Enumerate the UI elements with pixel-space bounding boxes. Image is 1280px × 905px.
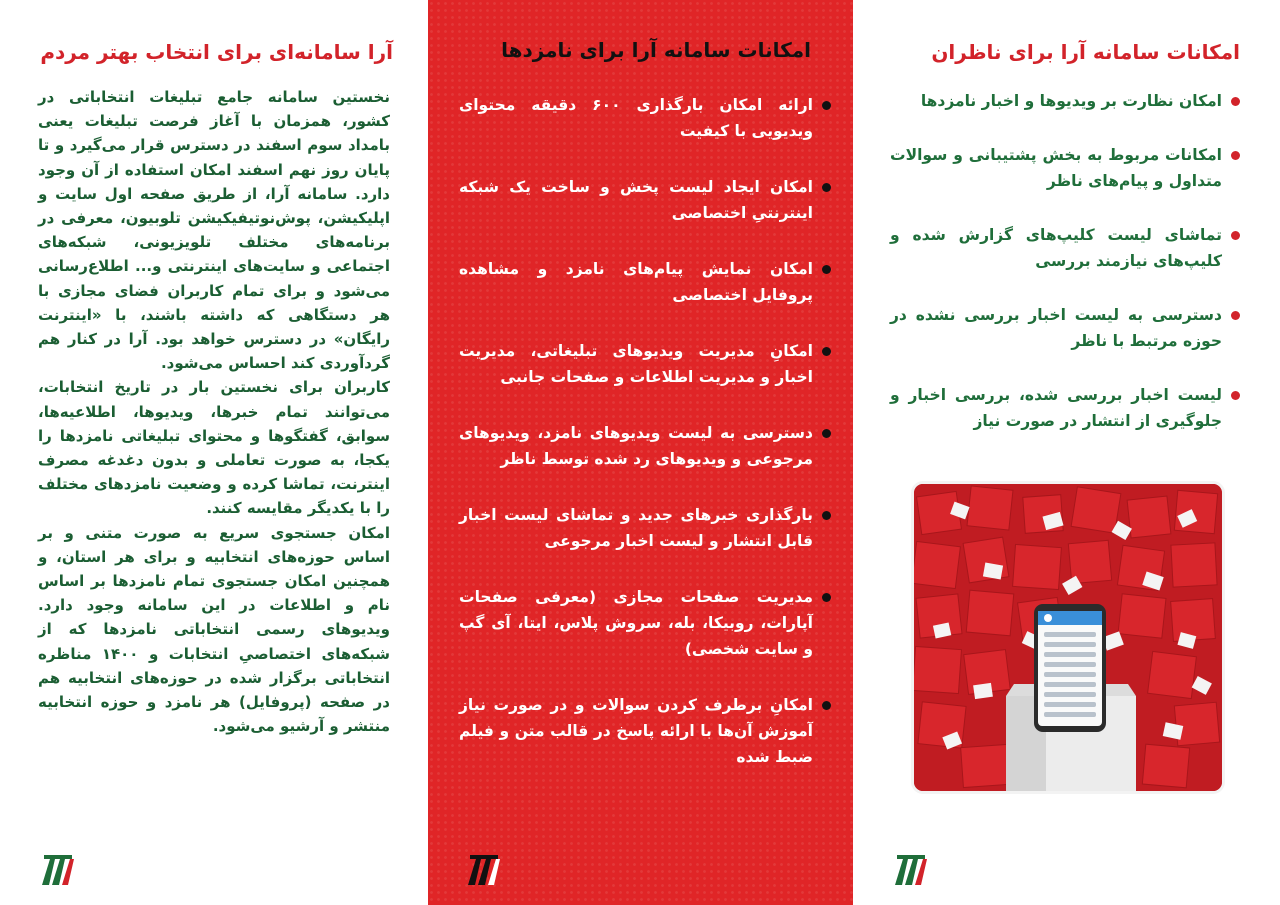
list-item: امکان ایجاد لیست پخش و ساخت یک شبکه اینترنتیِ اختصاصی xyxy=(459,174,831,226)
list-item: تماشای لیست کلیپ‌های گزارش شده و کلیپ‌های نیازمند بررسی xyxy=(890,222,1240,274)
paragraph: نخستین سامانه جامع تبلیغات انتخاباتی در کشور، همزمان با آغاز فرصت تبلیغات یعنی بامداد سوم اسفند در دسترس قرار می‌گیرد و تا پایان روز نهم اسفند امکان استفاده از آن وجود دارد. سامانه آرا، از طریق صفحه اول سایت و اپلیکیشن، پوش‌نوتیفیکیشن تلوبیون، معرفی در برنامه‌های مختلف تلویزیونی، شبکه‌های اجتماعی و سایت‌های اینترنتی و... اطلاع‌رسانی می‌شود و برای تمام کاربران فضای مجازی با هر دستگاهی که داشته باشند، با «اینترنت رایگان» در دسترس خواهد بود. آرا در کنار هم گردآوردی کند احساس می‌شود. xyxy=(38,88,390,373)
list-item: امکان نظارت بر ویدیوها و اخبار نامزدها xyxy=(890,88,1240,114)
list-item: دسترسی به لیست ویدیوهای نامزد، ویدیوهای مرجوعی و ویدیوهای رد شده توسط ناظر xyxy=(459,420,831,472)
about-panel xyxy=(0,0,425,905)
candidates-feature-list xyxy=(459,92,831,800)
about-text xyxy=(38,85,390,738)
bullet-dot-icon xyxy=(1231,151,1240,160)
ballot-box-artwork xyxy=(914,484,1222,791)
ara-logo-icon xyxy=(40,853,74,887)
bullet-dot-icon xyxy=(822,429,831,438)
list-item: دسترسی به لیست اخبار بررسی نشده در حوزه مرتبط با ناظر xyxy=(890,302,1240,354)
bullet-dot-icon xyxy=(1231,97,1240,106)
bullet-dot-icon xyxy=(822,183,831,192)
bullet-dot-icon xyxy=(1231,231,1240,240)
bullet-dot-icon xyxy=(822,511,831,520)
candidates-panel xyxy=(428,0,853,905)
candidates-title: امکانات سامانه آرا برای نامزدها xyxy=(501,38,811,62)
list-item: مدیریت صفحات مجازی (معرفی صفحات آپارات، روبیکا، بله، سروش پلاس، ایتا، آی گپ و سایت شخصی) xyxy=(459,584,831,662)
list-item: لیست اخبار بررسی شده، بررسی اخبار و جلوگیری از انتشار در صورت نیاز xyxy=(890,382,1240,434)
observers-title: امکانات سامانه آرا برای ناظران xyxy=(931,40,1240,64)
list-item: امکانِ مدیریت ویدیوهای تبلیغاتی، مدیریت اخبار و مدیریت اطلاعات و صفحات جانبی xyxy=(459,338,831,390)
bullet-dot-icon xyxy=(822,265,831,274)
list-item: امکانات مربوط به بخش پشتیبانی و سوالات متداول و پیام‌های ناظر xyxy=(890,142,1240,194)
bullet-dot-icon xyxy=(822,593,831,602)
paragraph: کاربران برای نخستین بار در تاریخ انتخابات، می‌توانند تمام خبرها، ویدیوها، اطلاعیه‌ها، سوابق، گفتگوها و محتوای تبلیغاتی نامزدها را یکجا، به صورت تعاملی و بدون دغدغه مصرف اینترنت، تماشا کرده و وضعیت نامزدهای مختلف را با یکدیگر مقایسه کنند. xyxy=(38,378,390,518)
bullet-dot-icon xyxy=(1231,311,1240,320)
ara-logo-icon xyxy=(466,853,500,887)
bullet-dot-icon xyxy=(822,701,831,710)
bullet-dot-icon xyxy=(822,347,831,356)
ara-logo-icon xyxy=(893,853,927,887)
observers-feature-list xyxy=(890,88,1240,462)
list-item: ارائه امکان بارگذاری ۶۰۰ دقیقه محتوای ویدیویی با کیفیت xyxy=(459,92,831,144)
bullet-dot-icon xyxy=(822,101,831,110)
list-item: بارگذاری خبرهای جدید و تماشای لیست اخبار قابل انتشار و لیست اخبار مرجوعی xyxy=(459,502,831,554)
paragraph: امکان جستجوی سریع به صورت متنی و بر اساس حوزه‌های انتخابیه و برای هر استان، و همچنین امکان جستجوی تمام نامزدها بر اساس نام و اطلاعات در این سامانه وجود دارد. ویدیوهای رسمی انتخاباتی نامزدها که از شبکه‌های اختصاصیِ انتخابات و ۱۴۰۰ مناظره انتخاباتی برگزار شده در حوزه‌های انتخابیه هم در صفحه (پروفایل) هر نامزد و حوزه انتخابیه منتشر و آرشیو می‌شود. xyxy=(38,523,390,736)
about-title: آرا سامانه‌ای برای انتخاب بهتر مردم xyxy=(40,40,393,64)
list-item: امکانِ برطرف کردن سوالات و در صورت نیاز آموزش آن‌ها با ارائه پاسخ در قالب متن و فیلم ضبط شده xyxy=(459,692,831,770)
ballot-box-illustration xyxy=(911,481,1225,794)
bullet-dot-icon xyxy=(1231,391,1240,400)
list-item: امکان نمایش پیام‌های نامزد و مشاهده پروفایل اختصاصی xyxy=(459,256,831,308)
